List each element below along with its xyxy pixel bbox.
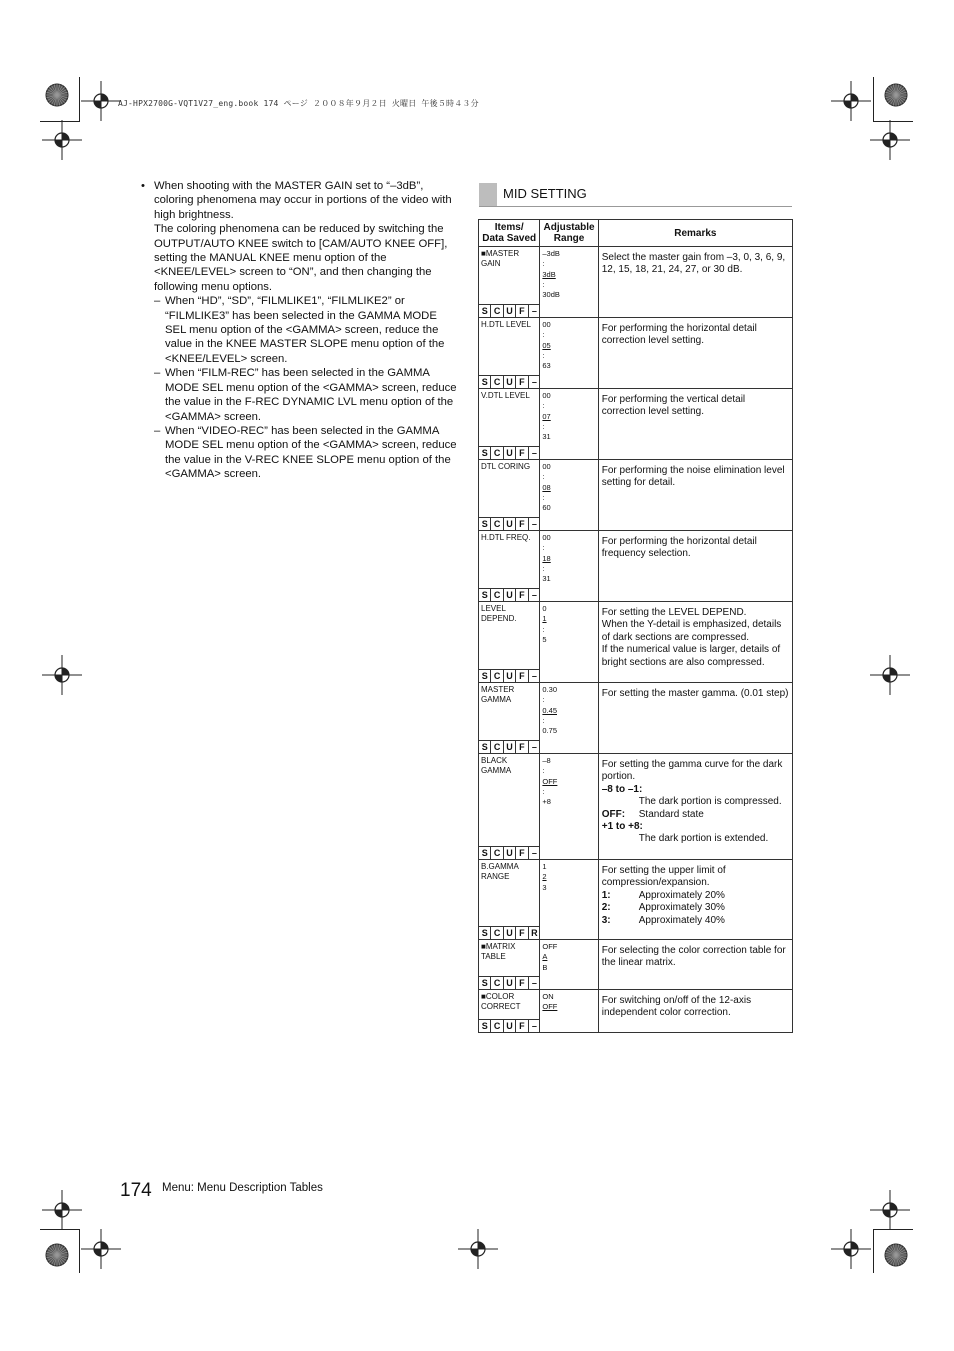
data-saved-flags (479, 375, 540, 388)
range-text: : (542, 695, 545, 705)
flag-cell: – (531, 978, 537, 988)
range-text: 63 (542, 361, 551, 371)
range-value (542, 412, 595, 422)
registration-target-icon (42, 1190, 82, 1230)
remark-line: If the numerical value is larger, details of bright sections are also compressed. (601, 644, 781, 668)
menu-table (478, 219, 793, 1033)
range-value (542, 564, 595, 574)
registration-target-icon (831, 81, 871, 121)
crop-line (40, 121, 80, 122)
flag-cell: C (491, 589, 503, 601)
data-saved-flags (479, 1019, 540, 1032)
header-range: Adjustable Range (540, 220, 598, 247)
table-row (479, 940, 793, 990)
note-paragraph-2: The coloring phenomena can be reduced by switching the OUTPUT/AUTO KNEE switch to [CAM/AUTO KNEE OFF], setting the MANUAL KNEE menu option of the <KNEE/LEVEL> screen to “ON”, and then changing the following menu options. (154, 223, 448, 293)
remark-line (602, 809, 789, 821)
range-text: : (542, 492, 545, 502)
flag-cell: F (516, 977, 528, 989)
range-value (542, 249, 595, 259)
range-value (542, 290, 595, 300)
registration-target-icon (81, 1229, 121, 1269)
remarks-cell (598, 247, 792, 318)
range-text: : (542, 766, 545, 776)
section-title: MID SETTING (503, 186, 587, 201)
remark-line: For performing the horizontal detail frequency selection. (601, 536, 757, 560)
range-cell (540, 460, 598, 531)
range-value (542, 787, 595, 797)
range-value (542, 259, 595, 269)
color-target-icon (884, 1243, 908, 1267)
item-cell (479, 531, 540, 602)
flag-cell: – (531, 848, 537, 858)
range-cell (540, 531, 598, 602)
range-text: : (542, 421, 545, 431)
table-row (479, 860, 793, 940)
range-value (542, 493, 595, 503)
flag-cell: – (531, 671, 537, 681)
remark-key: 3: (601, 914, 611, 926)
item-name: H.DTL LEVEL (481, 320, 531, 329)
range-text: : (542, 279, 545, 289)
section-heading-bar (479, 183, 497, 206)
table-row (479, 683, 793, 754)
range-value (542, 685, 595, 695)
item-cell (479, 683, 540, 754)
remark-line: Select the master gain from –3, 0, 3, 6, 9, 12, 15, 18, 21, 24, 27, or 30 dB. (601, 252, 786, 276)
range-value (542, 351, 595, 361)
flag-cell: – (531, 519, 537, 529)
dash-item-3 (141, 424, 459, 482)
range-cell (540, 683, 598, 754)
data-saved-flags (479, 740, 540, 753)
crop-line (79, 1229, 80, 1273)
flag-cell: C (491, 305, 503, 317)
header-items: Items/ Data Saved (479, 220, 540, 247)
default-value: 0.45 (542, 705, 557, 715)
remarks-cell (598, 602, 792, 683)
range-value (542, 942, 595, 952)
flag-cell: S (479, 927, 491, 939)
flag-cell: F (516, 376, 528, 388)
flag-cell: S (479, 670, 491, 682)
range-value (542, 401, 595, 411)
range-cell (540, 754, 598, 860)
remark-line: The dark portion is compressed. (638, 796, 782, 808)
range-value (542, 422, 595, 432)
table-row (479, 531, 793, 602)
item-cell (479, 318, 540, 389)
color-target-icon (45, 83, 69, 107)
range-cell (540, 247, 598, 318)
range-text: : (542, 563, 545, 573)
flag-cell: U (504, 1020, 516, 1032)
range-value (542, 872, 595, 882)
flag-cell: U (504, 977, 516, 989)
remark-key: 2: (601, 902, 611, 914)
default-value: A (542, 952, 548, 962)
range-text: : (542, 715, 545, 725)
range-text: 31 (542, 432, 551, 442)
data-saved-flags (479, 669, 540, 682)
flag-cell: U (504, 741, 516, 753)
flag-cell: S (479, 847, 491, 859)
range-value (542, 462, 595, 472)
range-value (542, 533, 595, 543)
flag-cell: S (479, 447, 491, 459)
notes-column (141, 179, 459, 482)
range-value (542, 361, 595, 371)
data-saved-flags (479, 304, 540, 317)
registration-target-icon (42, 120, 82, 160)
registration-target-icon (458, 1229, 498, 1269)
data-saved-flags (479, 976, 540, 989)
range-value (542, 777, 595, 787)
item-name: BLACK GAMMA (481, 756, 512, 775)
range-cell (540, 860, 598, 940)
flag-cell: C (491, 741, 503, 753)
flag-cell: C (491, 670, 503, 682)
remarks-cell (598, 460, 792, 531)
default-value: OFF (542, 776, 558, 786)
item-name: H.DTL FREQ. (481, 533, 531, 542)
flag-cell: – (531, 306, 537, 316)
range-value (542, 574, 595, 584)
data-saved-flags (479, 846, 540, 859)
dash-item-2 (141, 366, 459, 424)
flag-cell: U (504, 670, 516, 682)
range-value (542, 862, 595, 872)
flag-cell: S (479, 741, 491, 753)
item-name: DTL CORING (481, 462, 531, 471)
data-saved-flags (479, 926, 540, 939)
range-text: : (542, 401, 545, 411)
remark-line: The dark portion is extended. (638, 833, 769, 845)
remarks-cell (598, 389, 792, 460)
remark-value: Approximately 40% (638, 914, 725, 926)
flag-cell: S (479, 518, 491, 530)
flag-cell: – (531, 742, 537, 752)
range-value (542, 625, 595, 635)
range-text: 0.30 (542, 685, 557, 694)
color-target-icon (884, 83, 908, 107)
flag-cell: – (531, 377, 537, 387)
print-header: AJ-HPX2700G-VQT1V27_eng.book 174 ページ ２００８年９月２日 火曜日 午後５時４３分 (118, 99, 479, 108)
remark-value: Approximately 30% (638, 902, 725, 914)
range-text: 00 (542, 391, 551, 400)
flag-cell: C (491, 847, 503, 859)
table-row (479, 990, 793, 1033)
flag-cell: C (491, 518, 503, 530)
remark-line: For selecting the color correction table for the linear matrix. (601, 945, 786, 969)
item-name: LEVEL DEPEND. (481, 604, 517, 623)
flag-cell: – (531, 1021, 537, 1031)
flag-cell: S (479, 977, 491, 989)
range-value (542, 503, 595, 513)
default-value: 3dB (542, 269, 556, 279)
remarks-cell (598, 318, 792, 389)
default-value: 08 (542, 482, 551, 492)
table-row (479, 247, 793, 318)
range-text: ON (542, 992, 554, 1001)
flag-cell: U (504, 518, 516, 530)
flag-cell: U (504, 847, 516, 859)
range-value (542, 432, 595, 442)
range-value (542, 554, 595, 564)
range-value (542, 635, 595, 645)
remarks-cell (598, 531, 792, 602)
flag-cell: F (516, 589, 528, 601)
range-text: : (542, 350, 545, 360)
flag-cell: F (516, 1020, 528, 1032)
remark-line (602, 902, 789, 914)
data-saved-flags (479, 588, 540, 601)
flag-cell: R (531, 928, 538, 938)
default-value: 18 (542, 553, 551, 563)
range-value (542, 726, 595, 736)
range-value (542, 391, 595, 401)
item-name: MASTER GAMMA (481, 685, 515, 704)
flag-cell: C (491, 447, 503, 459)
range-cell (540, 389, 598, 460)
remark-key: 1: (601, 889, 611, 901)
range-cell (540, 990, 598, 1033)
range-text: OFF (542, 942, 558, 951)
range-text: +8 (542, 797, 551, 807)
remarks-cell (598, 683, 792, 754)
range-cell (540, 602, 598, 683)
crop-line (873, 1229, 913, 1230)
table-header-row (479, 220, 793, 247)
table-row (479, 602, 793, 683)
default-value: 05 (542, 340, 551, 350)
flag-cell: U (504, 447, 516, 459)
item-name: ■COLOR CORRECT (481, 992, 521, 1011)
flag-cell: F (516, 847, 528, 859)
flag-cell: S (479, 1020, 491, 1032)
section-heading (479, 183, 792, 207)
table-row (479, 754, 793, 860)
range-text: 00 (542, 462, 551, 471)
registration-target-icon (81, 81, 121, 121)
range-text: : (542, 786, 545, 796)
range-value (542, 883, 595, 893)
item-name: ■MASTER GAIN (481, 249, 520, 268)
range-value (542, 716, 595, 726)
flag-cell: U (504, 589, 516, 601)
flag-cell: S (479, 589, 491, 601)
registration-target-icon (870, 655, 910, 695)
flag-cell: – (531, 590, 537, 600)
range-text: 5 (542, 634, 547, 644)
dash-item-1 (141, 294, 459, 366)
range-text: : (542, 543, 545, 553)
range-value (542, 992, 595, 1002)
table-body (479, 247, 793, 1033)
dash-mark: – (154, 367, 161, 380)
dash-mark: – (154, 295, 161, 308)
range-value (542, 797, 595, 807)
range-value (542, 695, 595, 705)
range-text: : (542, 472, 545, 482)
flag-cell: S (479, 305, 491, 317)
range-text: : (542, 259, 545, 269)
dash-text: When “FILM-REC” has been selected in the GAMMA MODE SEL menu option of the <GAMMA> screen, reduce the value in the F-REC DYNAMIC LVL menu option of the <GAMMA> screen. (165, 367, 457, 423)
remark-line: For setting the gamma curve for the dark portion. (601, 759, 783, 783)
table-row (479, 389, 793, 460)
flag-cell: C (491, 1020, 503, 1032)
range-value (542, 952, 595, 962)
range-text: 3 (542, 882, 547, 892)
remarks-cell (598, 860, 792, 940)
range-text: –3dB (542, 249, 560, 258)
range-value (542, 614, 595, 624)
range-value (542, 280, 595, 290)
flag-cell: S (479, 376, 491, 388)
range-text: : (542, 624, 545, 634)
flag-cell: F (516, 447, 528, 459)
remark-line: For performing the noise elimination level setting for detail. (601, 465, 785, 489)
range-text: 1 (542, 862, 547, 871)
registration-target-icon (870, 120, 910, 160)
remark-line (602, 890, 789, 902)
range-value (542, 472, 595, 482)
crop-line (79, 77, 80, 121)
range-cell (540, 318, 598, 389)
crop-line (873, 1229, 874, 1273)
range-value (542, 270, 595, 280)
page-number: 174 (120, 1180, 152, 1201)
header-remarks: Remarks (598, 220, 792, 247)
remark-line: –8 to –1: (601, 783, 643, 795)
data-saved-flags (479, 446, 540, 459)
remark-line (602, 915, 789, 927)
range-value (542, 320, 595, 330)
flag-cell: F (516, 305, 528, 317)
flag-cell: F (516, 927, 528, 939)
remark-line: For performing the horizontal detail correction level setting. (601, 323, 757, 347)
range-value (542, 543, 595, 553)
remark-line: For switching on/off of the 12-axis independent color correction. (601, 995, 752, 1019)
remark-line: For setting the LEVEL DEPEND. (601, 607, 747, 618)
default-value: 1 (542, 614, 547, 624)
table-row (479, 460, 793, 531)
range-text: B (542, 962, 548, 972)
flag-cell: F (516, 670, 528, 682)
default-value: 07 (542, 411, 551, 421)
remark-line: For setting the upper limit of compression/expansion. (601, 865, 726, 889)
flag-cell: – (531, 448, 537, 458)
registration-target-icon (870, 1190, 910, 1230)
item-cell (479, 754, 540, 860)
remark-line: +1 to +8: (601, 821, 643, 833)
range-text: 0.75 (542, 726, 557, 736)
bullet-mark: • (141, 180, 145, 192)
crop-line (873, 77, 874, 121)
bullet-note (141, 179, 459, 294)
range-value (542, 756, 595, 766)
flag-cell: U (504, 305, 516, 317)
dash-mark: – (154, 424, 161, 437)
item-cell (479, 602, 540, 683)
item-name: V.DTL LEVEL (481, 391, 530, 400)
table-row (479, 318, 793, 389)
crop-line (40, 1229, 80, 1230)
data-saved-flags (479, 517, 540, 530)
remark-line: For setting the master gamma. (0.01 step) (601, 688, 789, 699)
item-cell (479, 389, 540, 460)
item-name: B.GAMMA RANGE (481, 862, 519, 881)
flag-cell: F (516, 741, 528, 753)
remarks-cell (598, 940, 792, 990)
range-text: 60 (542, 503, 551, 513)
flag-cell: C (491, 927, 503, 939)
flag-cell: C (491, 977, 503, 989)
range-value (542, 1002, 595, 1012)
remarks-cell (598, 990, 792, 1033)
item-cell (479, 940, 540, 990)
page-title: Menu: Menu Description Tables (162, 1182, 323, 1194)
range-text: 31 (542, 574, 551, 584)
remark-line: When the Y-detail is emphasized, details of dark sections are compressed. (601, 619, 782, 643)
dash-text: When “HD”, “SD”, “FILMLIKE1”, “FILMLIKE2” or “FILMLIKE3” has been selected in the GAMMA MODE SEL menu option of the <GAMMA> screen, reduce the value in the KNEE MASTER SLOPE menu option of the <KNEE/LEVEL> screen. (165, 295, 445, 365)
remark-value: Approximately 20% (638, 889, 725, 901)
range-text: 00 (542, 320, 551, 329)
remark-key: OFF: (601, 808, 626, 820)
range-text: 30dB (542, 290, 560, 300)
color-target-icon (45, 1243, 69, 1267)
flag-cell: F (516, 518, 528, 530)
range-value (542, 604, 595, 614)
item-cell (479, 990, 540, 1033)
remark-value: Standard state (638, 808, 704, 820)
flag-cell: U (504, 376, 516, 388)
range-text: 0 (542, 604, 547, 613)
item-name: ■MATRIX TABLE (481, 942, 516, 961)
note-paragraph-1: When shooting with the MASTER GAIN set to “–3dB”, coloring phenomena may occur in portions of the video with high brightness. (154, 180, 452, 221)
flag-cell: U (504, 927, 516, 939)
registration-target-icon (831, 1229, 871, 1269)
range-value (542, 963, 595, 973)
range-text: 00 (542, 533, 551, 542)
item-cell (479, 860, 540, 940)
range-text: –8 (542, 756, 551, 765)
item-cell (479, 460, 540, 531)
range-cell (540, 940, 598, 990)
range-value (542, 330, 595, 340)
item-cell (479, 247, 540, 318)
range-value (542, 483, 595, 493)
remarks-cell (598, 754, 792, 860)
registration-target-icon (42, 655, 82, 695)
flag-cell: C (491, 376, 503, 388)
dash-text: When “VIDEO-REC” has been selected in the GAMMA MODE SEL menu option of the <GAMMA> screen, reduce the value in the V-REC KNEE SLOPE menu option of the <GAMMA> screen. (165, 424, 457, 481)
default-value: 2 (542, 872, 547, 882)
range-value (542, 341, 595, 351)
range-value (542, 706, 595, 716)
crop-line (873, 121, 913, 122)
range-text: : (542, 330, 545, 340)
range-value (542, 766, 595, 776)
default-value: OFF (542, 1002, 558, 1012)
remark-line: For performing the vertical detail correction level setting. (601, 394, 746, 418)
